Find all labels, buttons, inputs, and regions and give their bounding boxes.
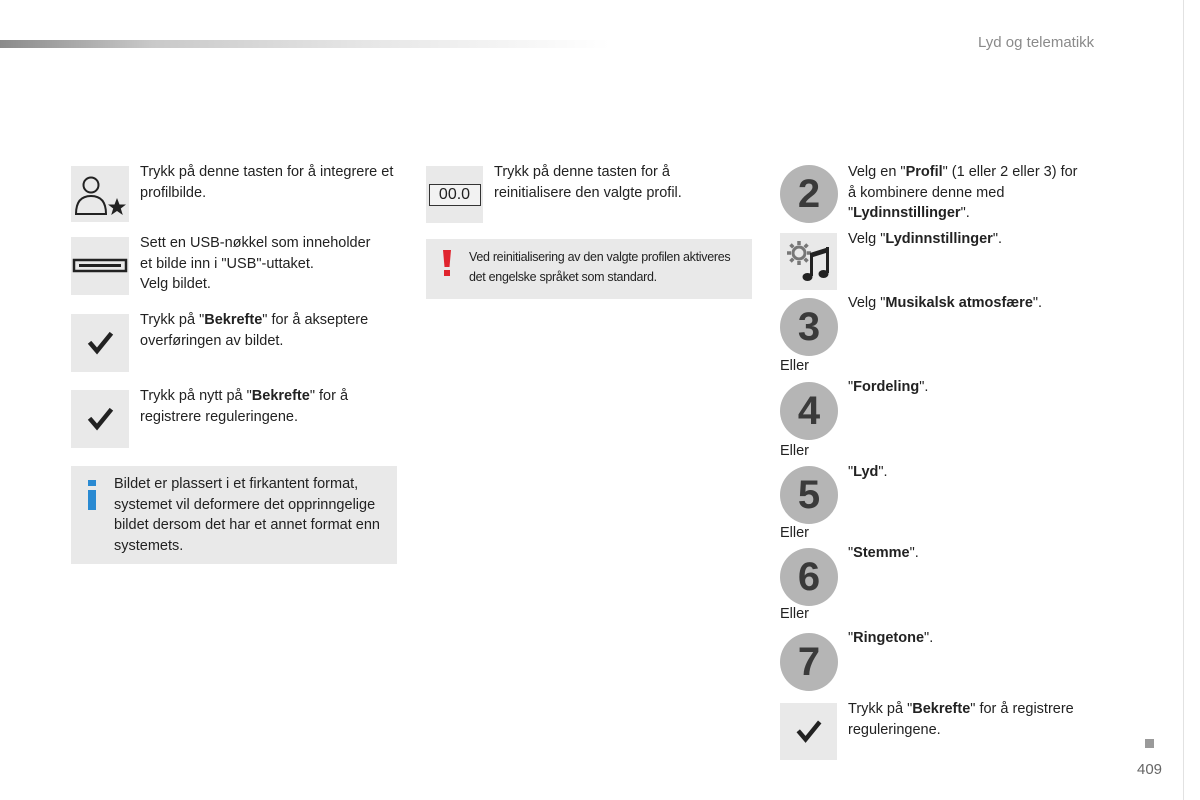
profile-image-text: Trykk på denne tasten for å integrere et profilbilde. bbox=[140, 164, 394, 201]
text-fragment: " for å akseptere overføringen av bildet. bbox=[140, 312, 369, 349]
confirm-button bbox=[780, 703, 837, 760]
step3-text bbox=[848, 293, 1088, 314]
text-fragment: Trykk på nytt på " bbox=[140, 388, 252, 404]
header-bar bbox=[0, 40, 610, 48]
step-number-7: 7 bbox=[780, 633, 838, 691]
usb-text-line: Velg bildet. bbox=[140, 276, 211, 292]
confirm-button bbox=[71, 314, 129, 372]
profile-image-button bbox=[71, 166, 129, 222]
lydinnstillinger-label: Lydinnstillinger bbox=[853, 205, 961, 221]
lyd-label: Lyd bbox=[853, 464, 879, 480]
text-fragment: Velg " bbox=[848, 295, 886, 311]
info-note bbox=[71, 466, 397, 564]
text-fragment: ". bbox=[992, 231, 1003, 247]
step-number-6: 6 bbox=[780, 548, 838, 606]
text-fragment: " for å registrere reguleringene. bbox=[140, 388, 349, 425]
text-fragment: " bbox=[848, 545, 854, 561]
text-fragment: ". bbox=[919, 379, 929, 395]
info-icon bbox=[87, 480, 97, 510]
profil-label: Profil bbox=[905, 164, 943, 180]
sound-settings-button bbox=[780, 233, 837, 290]
step2-text bbox=[848, 162, 1088, 224]
bekrefte-label: Bekrefte bbox=[204, 312, 263, 328]
warning-icon bbox=[442, 250, 452, 276]
warning-text: Ved reinitialisering av den valgte profilen aktiveres det engelske språket som standard. bbox=[469, 250, 731, 284]
bekrefte-label: Bekrefte bbox=[251, 388, 310, 404]
section-title: Lyd og telematikk bbox=[978, 34, 1095, 51]
or-label: Eller bbox=[780, 358, 810, 374]
usb-slot-button bbox=[71, 237, 129, 295]
text-fragment: Trykk på " bbox=[140, 312, 205, 328]
profile-star-icon bbox=[71, 166, 129, 222]
reset-text: Trykk på denne tasten for å reinitialisere den valgte profil. bbox=[494, 164, 682, 201]
sound-settings-text bbox=[848, 229, 1088, 250]
usb-text-line: et bilde inn i "USB"-uttaket. bbox=[140, 255, 314, 272]
usb-slot-icon bbox=[71, 237, 129, 295]
fordeling-label: Fordeling bbox=[853, 379, 920, 395]
step-number-2: 2 bbox=[780, 165, 838, 223]
text-fragment: Trykk på " bbox=[848, 701, 913, 717]
info-text: Bildet er plassert i et firkantent format, systemet vil deformere det opprinngelige bildet dersom det har et annet format enn systemets. bbox=[114, 476, 380, 554]
confirm-button bbox=[71, 390, 129, 448]
checkmark-icon bbox=[71, 314, 129, 372]
page-number: 409 bbox=[1137, 761, 1163, 778]
gear-music-icon bbox=[780, 233, 837, 290]
confirm-accept-text bbox=[140, 310, 402, 351]
text-fragment: ". bbox=[924, 630, 934, 646]
checkmark-icon bbox=[780, 703, 837, 760]
or-label: Eller bbox=[780, 606, 810, 622]
stemme-label: Stemme bbox=[853, 545, 910, 561]
musikalsk-atmosfaere-label: Musikalsk atmosfære bbox=[885, 295, 1033, 311]
or-label: Eller bbox=[780, 525, 810, 541]
display-value: 00.0 bbox=[429, 184, 481, 206]
step-number-4: 4 bbox=[780, 382, 838, 440]
confirm-register-text bbox=[140, 386, 402, 427]
step-number-5: 5 bbox=[780, 466, 838, 524]
text-fragment: ". bbox=[960, 205, 970, 221]
text-fragment: " bbox=[848, 464, 854, 480]
text-fragment: " bbox=[848, 630, 854, 646]
page-marker bbox=[1145, 739, 1154, 748]
lydinnstillinger-label: Lydinnstillinger bbox=[885, 231, 993, 247]
final-confirm-text bbox=[848, 699, 1108, 740]
text-fragment: " for å registrere reguleringene. bbox=[848, 701, 1074, 738]
step4-text bbox=[848, 377, 1088, 398]
page-edge-line bbox=[1183, 0, 1184, 800]
step7-text bbox=[848, 628, 1088, 649]
text-fragment: Velg en " bbox=[848, 164, 906, 180]
text-fragment: ". bbox=[878, 464, 888, 480]
bekrefte-label: Bekrefte bbox=[912, 701, 971, 717]
text-fragment: " bbox=[848, 379, 854, 395]
usb-text-line: Sett en USB-nøkkel som inneholder bbox=[140, 235, 371, 251]
warning-note bbox=[426, 239, 752, 299]
step6-text bbox=[848, 543, 1088, 564]
text-fragment: ". bbox=[1032, 295, 1043, 311]
text-fragment: " (1 eller 2 eller 3) for å kombinere denne med " bbox=[848, 164, 1078, 221]
ringetone-label: Ringetone bbox=[853, 630, 925, 646]
reset-button bbox=[426, 166, 483, 223]
text-fragment: Velg " bbox=[848, 231, 886, 247]
text-fragment: ". bbox=[909, 545, 919, 561]
or-label: Eller bbox=[780, 443, 810, 459]
checkmark-icon bbox=[71, 390, 129, 448]
usb-instruction bbox=[140, 233, 402, 295]
step-number-3: 3 bbox=[780, 298, 838, 356]
step5-text bbox=[848, 462, 1088, 483]
